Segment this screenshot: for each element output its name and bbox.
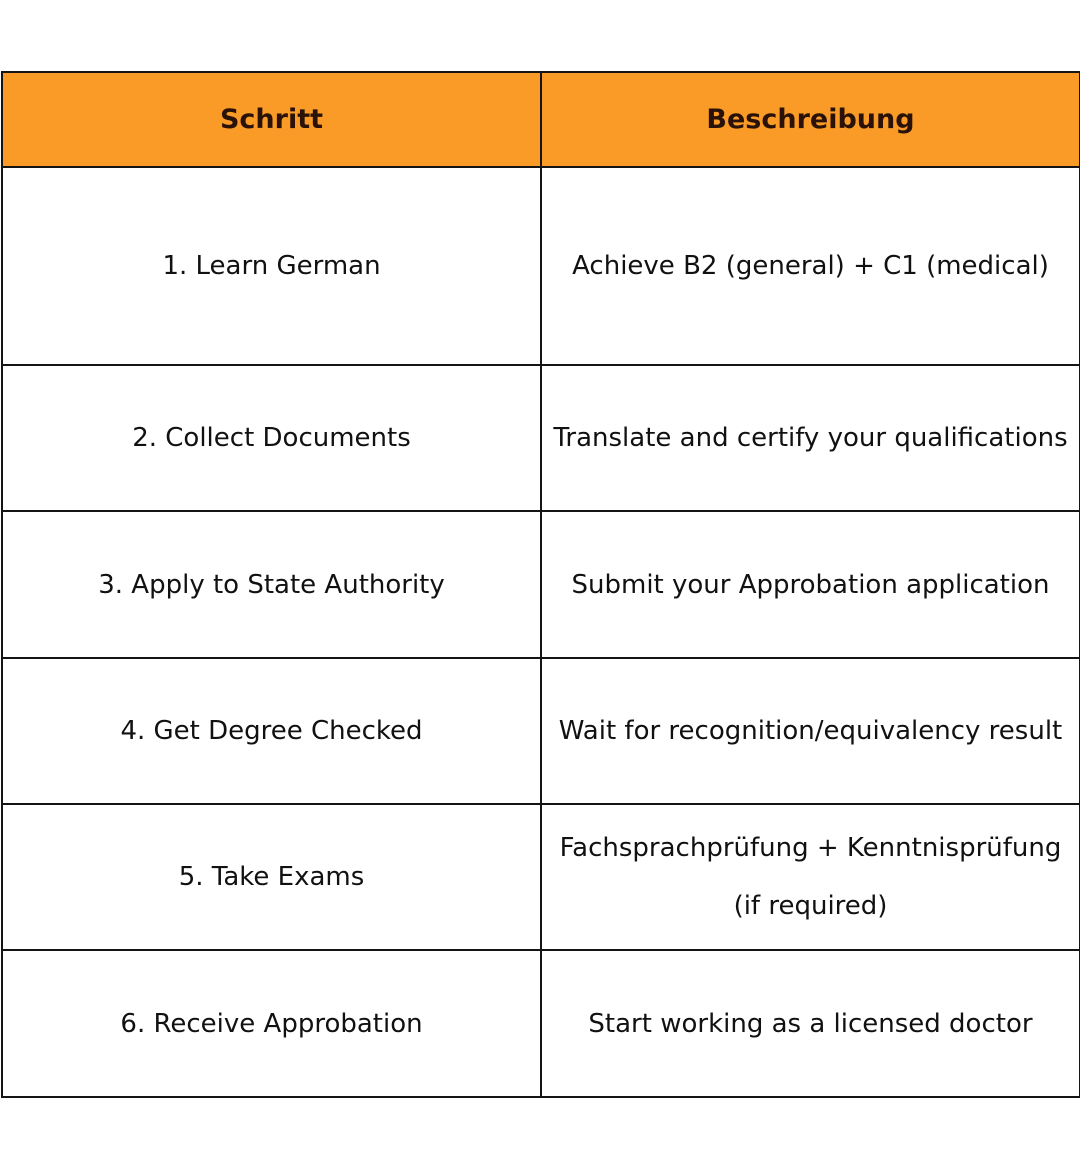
table-row: [2, 658, 1080, 804]
step-cell: 3. Apply to State Authority: [2, 511, 541, 658]
table-row: [2, 167, 1080, 365]
step-cell: 5. Take Exams: [2, 804, 541, 950]
step-cell: 4. Get Degree Checked: [2, 658, 541, 804]
header-beschreibung: Beschreibung: [541, 72, 1080, 167]
step-cell: 2. Collect Documents: [2, 365, 541, 511]
description-text: Fachsprachprüfung + Kenntnisprüfung: [559, 833, 1062, 863]
table-row: [2, 950, 1080, 1097]
step-cell: 6. Receive Approbation: [2, 950, 541, 1097]
description-text-continued: (if required): [733, 891, 888, 921]
description-text: Achieve B2 (general) + C1 (medical): [572, 251, 1049, 281]
table-row: [2, 511, 1080, 658]
description-cell: [541, 365, 1080, 511]
description-text: Translate and certify your qualifications: [553, 423, 1068, 453]
description-text: Submit your Approbation application: [571, 569, 1050, 600]
table-row: [2, 804, 1080, 950]
steps-table: [1, 71, 1080, 1098]
header-schritt: Schritt: [2, 72, 541, 167]
steps-table-container: [1, 71, 1079, 1098]
description-cell: [541, 804, 1080, 950]
description-cell: [541, 950, 1080, 1097]
table-row: [2, 365, 1080, 511]
description-text: Wait for recognition/equivalency result: [558, 716, 1063, 746]
description-cell: [541, 511, 1080, 658]
step-cell: 1. Learn German: [2, 167, 541, 365]
table-body: [2, 167, 1080, 1097]
description-text: Start working as a licensed doctor: [588, 1008, 1033, 1039]
description-cell: [541, 658, 1080, 804]
header-row: [2, 72, 1080, 167]
table-header: [2, 72, 1080, 167]
description-cell: [541, 167, 1080, 365]
